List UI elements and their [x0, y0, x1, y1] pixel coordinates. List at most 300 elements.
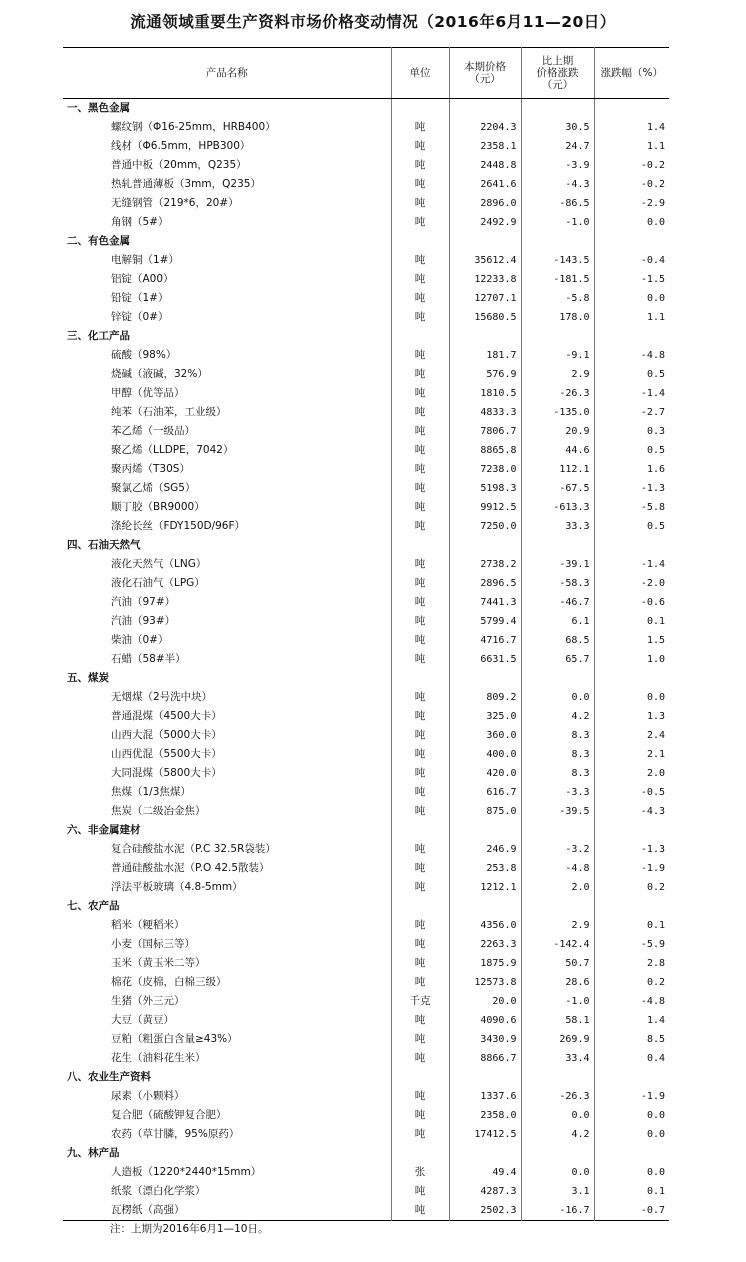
- category-pct-cell: [594, 821, 669, 840]
- change-percent-cell: -1.3: [594, 840, 669, 859]
- price-cell: 2358.1: [449, 137, 521, 156]
- unit-cell: 吨: [391, 270, 449, 289]
- unit-cell: 吨: [391, 916, 449, 935]
- product-name: 普通中板（20mm，Q235）: [111, 159, 247, 171]
- unit-cell: 吨: [391, 593, 449, 612]
- category-price-cell: [449, 327, 521, 346]
- change-cell: 33.4: [521, 1049, 594, 1068]
- change-percent-cell: -0.6: [594, 593, 669, 612]
- change-cell: -181.5: [521, 270, 594, 289]
- table-row: [63, 346, 669, 365]
- change-percent-cell: 0.0: [594, 688, 669, 707]
- category-change-cell: [521, 327, 594, 346]
- change-cell: -613.3: [521, 498, 594, 517]
- product-name: 焦炭（二级冶金焦）: [111, 805, 206, 817]
- table-row: [63, 479, 669, 498]
- change-cell: 178.0: [521, 308, 594, 327]
- unit-cell: 吨: [391, 460, 449, 479]
- change-percent-cell: 0.5: [594, 441, 669, 460]
- change-cell: -5.8: [521, 289, 594, 308]
- header-change-percent: 涨跌幅（%）: [594, 48, 669, 99]
- category-pct-cell: [594, 669, 669, 688]
- table-row: [63, 992, 669, 1011]
- product-name: 山西大混（5000大卡）: [111, 729, 222, 741]
- price-cell: 4356.0: [449, 916, 521, 935]
- price-table: [63, 47, 669, 1221]
- price-cell: 2263.3: [449, 935, 521, 954]
- category-price-cell: [449, 897, 521, 916]
- category-unit-cell: [391, 536, 449, 555]
- product-name: 液化石油气（LPG）: [111, 577, 205, 589]
- unit-cell: 吨: [391, 1201, 449, 1221]
- category-price-cell: [449, 536, 521, 555]
- table-row: [63, 574, 669, 593]
- table-row: [63, 365, 669, 384]
- change-cell: 30.5: [521, 118, 594, 137]
- category-change-cell: [521, 536, 594, 555]
- unit-cell: 吨: [391, 422, 449, 441]
- table-row: [63, 1163, 669, 1182]
- unit-cell: 吨: [391, 308, 449, 327]
- table-row: [63, 175, 669, 194]
- table-header: [63, 48, 669, 99]
- footnote: 注：上期为2016年6月1—10日。: [110, 1223, 269, 1235]
- change-percent-cell: 0.0: [594, 1163, 669, 1182]
- unit-cell: 千克: [391, 992, 449, 1011]
- unit-cell: 吨: [391, 346, 449, 365]
- category-name: 七、农产品: [67, 900, 120, 912]
- change-percent-cell: 0.0: [594, 289, 669, 308]
- change-cell: 0.0: [521, 1106, 594, 1125]
- change-percent-cell: -0.2: [594, 175, 669, 194]
- price-cell: 2492.9: [449, 213, 521, 232]
- unit-cell: 吨: [391, 726, 449, 745]
- product-name: 生猪（外三元）: [111, 995, 185, 1007]
- table-row: [63, 631, 669, 650]
- unit-cell: 吨: [391, 574, 449, 593]
- table-row: [63, 441, 669, 460]
- price-cell: 2896.5: [449, 574, 521, 593]
- product-name: 纯苯（石油苯，工业级）: [111, 406, 227, 418]
- change-cell: 65.7: [521, 650, 594, 669]
- price-cell: 7806.7: [449, 422, 521, 441]
- category-change-cell: [521, 821, 594, 840]
- unit-cell: 张: [391, 1163, 449, 1182]
- change-percent-cell: 1.0: [594, 650, 669, 669]
- category-pct-cell: [594, 232, 669, 251]
- product-name: 稻米（粳稻米）: [111, 919, 185, 931]
- change-cell: -1.0: [521, 992, 594, 1011]
- change-cell: 8.3: [521, 726, 594, 745]
- change-percent-cell: -4.8: [594, 992, 669, 1011]
- category-pct-cell: [594, 1068, 669, 1087]
- change-percent-cell: -2.0: [594, 574, 669, 593]
- category-price-cell: [449, 669, 521, 688]
- change-percent-cell: -0.2: [594, 156, 669, 175]
- product-name: 柴油（0#）: [111, 634, 169, 646]
- price-cell: 49.4: [449, 1163, 521, 1182]
- change-cell: -143.5: [521, 251, 594, 270]
- product-name: 复合硅酸盐水泥（P.C 32.5R袋装）: [111, 843, 276, 855]
- table-row: [63, 270, 669, 289]
- table-row: [63, 1030, 669, 1049]
- price-cell: 17412.5: [449, 1125, 521, 1144]
- price-cell: 7238.0: [449, 460, 521, 479]
- table-row: [63, 840, 669, 859]
- price-cell: 12233.8: [449, 270, 521, 289]
- change-percent-cell: 1.5: [594, 631, 669, 650]
- table-row: [63, 517, 669, 536]
- change-cell: 20.9: [521, 422, 594, 441]
- unit-cell: 吨: [391, 441, 449, 460]
- category-name: 五、煤炭: [67, 672, 109, 684]
- unit-cell: 吨: [391, 954, 449, 973]
- table-row: [63, 251, 669, 270]
- table-row: [63, 707, 669, 726]
- product-name: 纸浆（漂白化学浆）: [111, 1185, 206, 1197]
- change-percent-cell: 0.2: [594, 878, 669, 897]
- unit-cell: 吨: [391, 479, 449, 498]
- category-row: [63, 327, 669, 346]
- product-name: 聚丙烯（T30S）: [111, 463, 190, 475]
- change-cell: -39.1: [521, 555, 594, 574]
- table-row: [63, 460, 669, 479]
- unit-cell: 吨: [391, 1087, 449, 1106]
- change-cell: 28.6: [521, 973, 594, 992]
- change-cell: -135.0: [521, 403, 594, 422]
- table-row: [63, 764, 669, 783]
- product-name: 焦煤（1/3焦煤）: [111, 786, 191, 798]
- product-name: 浮法平板玻璃（4.8-5mm）: [111, 881, 243, 893]
- price-cell: 2641.6: [449, 175, 521, 194]
- price-cell: 1875.9: [449, 954, 521, 973]
- category-unit-cell: [391, 897, 449, 916]
- category-change-cell: [521, 669, 594, 688]
- category-unit-cell: [391, 327, 449, 346]
- table-row: [63, 878, 669, 897]
- category-row: [63, 669, 669, 688]
- unit-cell: 吨: [391, 1030, 449, 1049]
- change-cell: 2.9: [521, 916, 594, 935]
- product-name: 硫酸（98%）: [111, 349, 177, 361]
- change-percent-cell: -2.9: [594, 194, 669, 213]
- price-cell: 20.0: [449, 992, 521, 1011]
- change-cell: -142.4: [521, 935, 594, 954]
- table-row: [63, 422, 669, 441]
- change-percent-cell: 0.3: [594, 422, 669, 441]
- unit-cell: 吨: [391, 802, 449, 821]
- unit-cell: 吨: [391, 764, 449, 783]
- category-unit-cell: [391, 99, 449, 119]
- category-change-cell: [521, 232, 594, 251]
- category-unit-cell: [391, 669, 449, 688]
- change-percent-cell: 1.1: [594, 308, 669, 327]
- table-row: [63, 859, 669, 878]
- table-row: [63, 384, 669, 403]
- table-row: [63, 1087, 669, 1106]
- product-name: 大同混煤（5800大卡）: [111, 767, 222, 779]
- table-row: [63, 555, 669, 574]
- change-cell: -3.2: [521, 840, 594, 859]
- unit-cell: 吨: [391, 973, 449, 992]
- category-price-cell: [449, 1144, 521, 1163]
- unit-cell: 吨: [391, 1049, 449, 1068]
- product-name: 甲醇（优等品）: [111, 387, 185, 399]
- change-cell: -26.3: [521, 1087, 594, 1106]
- price-cell: 12707.1: [449, 289, 521, 308]
- price-cell: 616.7: [449, 783, 521, 802]
- price-cell: 875.0: [449, 802, 521, 821]
- table-row: [63, 745, 669, 764]
- change-percent-cell: -1.5: [594, 270, 669, 289]
- change-cell: -3.9: [521, 156, 594, 175]
- price-cell: 5198.3: [449, 479, 521, 498]
- product-name: 石蜡（58#半）: [111, 653, 186, 665]
- unit-cell: 吨: [391, 688, 449, 707]
- product-name: 农药（草甘膦，95%原药）: [111, 1128, 240, 1140]
- change-percent-cell: -0.7: [594, 1201, 669, 1221]
- unit-cell: 吨: [391, 118, 449, 137]
- change-percent-cell: 0.1: [594, 916, 669, 935]
- table-row: [63, 650, 669, 669]
- change-cell: -9.1: [521, 346, 594, 365]
- table-row: [63, 973, 669, 992]
- unit-cell: 吨: [391, 707, 449, 726]
- table-row: [63, 726, 669, 745]
- table-row: [63, 118, 669, 137]
- unit-cell: 吨: [391, 1182, 449, 1201]
- category-name: 八、农业生产资料: [67, 1071, 151, 1083]
- product-name: 铅锭（1#）: [111, 292, 169, 304]
- category-unit-cell: [391, 1144, 449, 1163]
- price-cell: 2738.2: [449, 555, 521, 574]
- change-percent-cell: 0.2: [594, 973, 669, 992]
- change-percent-cell: 0.1: [594, 612, 669, 631]
- price-cell: 253.8: [449, 859, 521, 878]
- product-name: 无烟煤（2号洗中块）: [111, 691, 213, 703]
- category-pct-cell: [594, 1144, 669, 1163]
- price-cell: 15680.5: [449, 308, 521, 327]
- price-cell: 1212.1: [449, 878, 521, 897]
- table-row: [63, 954, 669, 973]
- price-cell: 420.0: [449, 764, 521, 783]
- change-cell: -58.3: [521, 574, 594, 593]
- product-name: 瓦楞纸（高强）: [111, 1204, 185, 1216]
- table-row: [63, 403, 669, 422]
- price-cell: 809.2: [449, 688, 521, 707]
- change-percent-cell: 0.4: [594, 1049, 669, 1068]
- header-product-name: 产品名称: [63, 48, 391, 99]
- unit-cell: 吨: [391, 783, 449, 802]
- price-cell: 3430.9: [449, 1030, 521, 1049]
- unit-cell: 吨: [391, 403, 449, 422]
- product-name: 电解铜（1#）: [111, 254, 179, 266]
- product-name: 无缝钢管（219*6，20#）: [111, 197, 239, 209]
- unit-cell: 吨: [391, 156, 449, 175]
- table-row: [63, 1182, 669, 1201]
- change-cell: 3.1: [521, 1182, 594, 1201]
- change-percent-cell: -1.4: [594, 384, 669, 403]
- change-percent-cell: 0.5: [594, 517, 669, 536]
- table-row: [63, 213, 669, 232]
- product-name: 大豆（黄豆）: [111, 1014, 174, 1026]
- unit-cell: 吨: [391, 1011, 449, 1030]
- price-cell: 2358.0: [449, 1106, 521, 1125]
- change-percent-cell: 0.1: [594, 1182, 669, 1201]
- price-cell: 9912.5: [449, 498, 521, 517]
- table-row: [63, 1125, 669, 1144]
- category-row: [63, 821, 669, 840]
- product-name: 复合肥（硫酸钾复合肥）: [111, 1109, 227, 1121]
- change-cell: 68.5: [521, 631, 594, 650]
- price-cell: 8865.8: [449, 441, 521, 460]
- price-cell: 8866.7: [449, 1049, 521, 1068]
- change-cell: -67.5: [521, 479, 594, 498]
- change-percent-cell: -0.4: [594, 251, 669, 270]
- unit-cell: 吨: [391, 1125, 449, 1144]
- change-percent-cell: -2.7: [594, 403, 669, 422]
- change-percent-cell: 0.0: [594, 1125, 669, 1144]
- document-title: 流通领域重要生产资料市场价格变动情况（2016年6月11—20日）: [130, 13, 616, 31]
- table-row: [63, 612, 669, 631]
- change-percent-cell: -0.5: [594, 783, 669, 802]
- change-percent-cell: -4.3: [594, 802, 669, 821]
- product-name: 聚氯乙烯（SG5）: [111, 482, 196, 494]
- change-percent-cell: 0.5: [594, 365, 669, 384]
- price-cell: 12573.8: [449, 973, 521, 992]
- table-row: [63, 194, 669, 213]
- category-price-cell: [449, 99, 521, 119]
- category-row: [63, 1068, 669, 1087]
- table-row: [63, 783, 669, 802]
- category-pct-cell: [594, 897, 669, 916]
- price-cell: 2502.3: [449, 1201, 521, 1221]
- change-cell: 269.9: [521, 1030, 594, 1049]
- change-percent-cell: 2.8: [594, 954, 669, 973]
- change-cell: -4.8: [521, 859, 594, 878]
- price-cell: 6631.5: [449, 650, 521, 669]
- category-unit-cell: [391, 821, 449, 840]
- category-pct-cell: [594, 99, 669, 119]
- category-name: 三、化工产品: [67, 330, 130, 342]
- category-pct-cell: [594, 327, 669, 346]
- category-row: [63, 99, 669, 119]
- product-name: 铝锭（A00）: [111, 273, 174, 285]
- unit-cell: 吨: [391, 498, 449, 517]
- category-row: [63, 897, 669, 916]
- change-percent-cell: -1.4: [594, 555, 669, 574]
- unit-cell: 吨: [391, 365, 449, 384]
- change-percent-cell: -1.3: [594, 479, 669, 498]
- price-cell: 4833.3: [449, 403, 521, 422]
- category-change-cell: [521, 897, 594, 916]
- table-row: [63, 802, 669, 821]
- price-cell: 7441.3: [449, 593, 521, 612]
- table-row: [63, 289, 669, 308]
- unit-cell: 吨: [391, 840, 449, 859]
- change-cell: 2.9: [521, 365, 594, 384]
- product-name: 汽油（93#）: [111, 615, 176, 627]
- change-percent-cell: 1.4: [594, 118, 669, 137]
- unit-cell: 吨: [391, 1106, 449, 1125]
- change-percent-cell: -4.8: [594, 346, 669, 365]
- category-unit-cell: [391, 1068, 449, 1087]
- category-name: 九、林产品: [67, 1147, 120, 1159]
- category-pct-cell: [594, 536, 669, 555]
- change-cell: -4.3: [521, 175, 594, 194]
- category-row: [63, 232, 669, 251]
- header-price-change: 比上期 价格涨跌 （元）: [521, 48, 594, 99]
- unit-cell: 吨: [391, 213, 449, 232]
- product-name: 尿素（小颗料）: [111, 1090, 185, 1102]
- table-row: [63, 498, 669, 517]
- change-cell: -39.5: [521, 802, 594, 821]
- unit-cell: 吨: [391, 612, 449, 631]
- table-row: [63, 308, 669, 327]
- table-row: [63, 1049, 669, 1068]
- change-percent-cell: 1.6: [594, 460, 669, 479]
- price-cell: 360.0: [449, 726, 521, 745]
- unit-cell: 吨: [391, 137, 449, 156]
- product-name: 汽油（97#）: [111, 596, 176, 608]
- category-name: 四、石油天然气: [67, 539, 141, 551]
- change-cell: 44.6: [521, 441, 594, 460]
- product-name: 豆粕（粗蛋白含量≥43%）: [111, 1033, 238, 1045]
- product-name: 普通混煤（4500大卡）: [111, 710, 222, 722]
- category-change-cell: [521, 1144, 594, 1163]
- change-percent-cell: 1.3: [594, 707, 669, 726]
- table-row: [63, 593, 669, 612]
- change-percent-cell: 2.1: [594, 745, 669, 764]
- unit-cell: 吨: [391, 194, 449, 213]
- unit-cell: 吨: [391, 384, 449, 403]
- table-row: [63, 1106, 669, 1125]
- table-row: [63, 935, 669, 954]
- price-cell: 1810.5: [449, 384, 521, 403]
- change-cell: 0.0: [521, 1163, 594, 1182]
- change-percent-cell: 2.4: [594, 726, 669, 745]
- change-cell: 0.0: [521, 688, 594, 707]
- price-cell: 325.0: [449, 707, 521, 726]
- change-percent-cell: -5.8: [594, 498, 669, 517]
- product-name: 涤纶长丝（FDY150D/96F）: [111, 520, 246, 532]
- product-name: 螺纹钢（Φ16-25mm，HRB400）: [111, 121, 276, 133]
- change-cell: 2.0: [521, 878, 594, 897]
- change-cell: 8.3: [521, 764, 594, 783]
- price-cell: 5799.4: [449, 612, 521, 631]
- product-name: 顺丁胶（BR9000）: [111, 501, 205, 513]
- product-name: 小麦（国标三等）: [111, 938, 195, 950]
- category-name: 二、有色金属: [67, 235, 130, 247]
- product-name: 山西优混（5500大卡）: [111, 748, 222, 760]
- change-percent-cell: 8.5: [594, 1030, 669, 1049]
- category-name: 六、非金属建材: [67, 824, 141, 836]
- category-price-cell: [449, 821, 521, 840]
- category-row: [63, 536, 669, 555]
- category-price-cell: [449, 232, 521, 251]
- unit-cell: 吨: [391, 555, 449, 574]
- unit-cell: 吨: [391, 631, 449, 650]
- price-cell: 1337.6: [449, 1087, 521, 1106]
- change-percent-cell: 0.0: [594, 213, 669, 232]
- category-unit-cell: [391, 232, 449, 251]
- unit-cell: 吨: [391, 935, 449, 954]
- unit-cell: 吨: [391, 175, 449, 194]
- price-cell: 181.7: [449, 346, 521, 365]
- unit-cell: 吨: [391, 878, 449, 897]
- price-cell: 4090.6: [449, 1011, 521, 1030]
- product-name: 热轧普通薄板（3mm，Q235）: [111, 178, 261, 190]
